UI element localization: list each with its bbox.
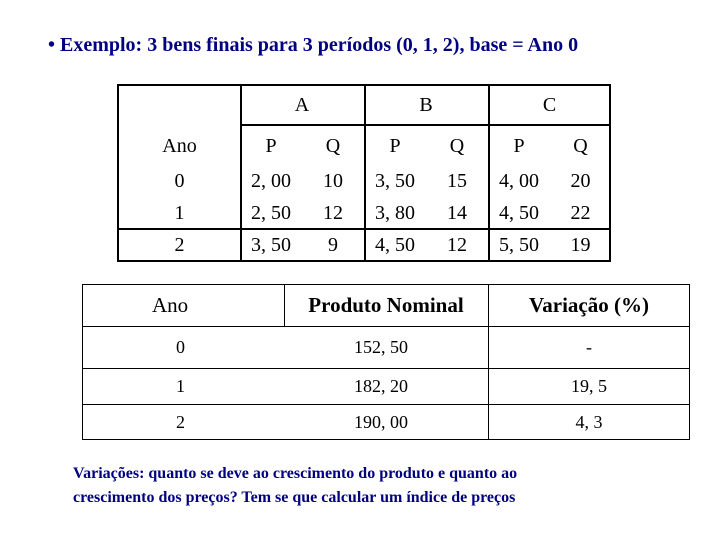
col-header-p: P <box>513 134 525 157</box>
row-variation: - <box>586 336 592 357</box>
good-header-b: B <box>419 93 433 116</box>
slide-title: • Exemplo: 3 bens finais para 3 períodos (0, 1, 2), base = Ano 0 <box>48 34 579 56</box>
row-year: 1 <box>174 201 185 224</box>
table-cell: 4, 00 <box>499 169 539 192</box>
col-header-q: Q <box>449 134 465 157</box>
row-year: 1 <box>176 375 185 396</box>
table-cell: 2, 00 <box>251 169 291 192</box>
table-cell: 4, 50 <box>375 233 415 256</box>
footer-line: crescimento dos preços? Tem se que calcular um índice de preços <box>73 489 516 506</box>
good-header-a: A <box>294 93 310 116</box>
header-year: Ano <box>152 292 189 317</box>
table-divider <box>284 284 285 326</box>
table-cell: 14 <box>447 201 467 224</box>
nominal-product-table <box>82 284 690 440</box>
table-cell: 9 <box>328 233 338 256</box>
table-cell: 2, 50 <box>251 201 291 224</box>
row-year: 0 <box>174 169 185 192</box>
table-cell: 15 <box>447 169 467 192</box>
year-header: Ano <box>162 134 197 157</box>
table-cell: 3, 50 <box>375 169 415 192</box>
table-cell: 4, 50 <box>499 201 539 224</box>
table-cell: 19 <box>570 233 591 256</box>
row-year: 2 <box>176 411 185 432</box>
table-cell: 5, 50 <box>499 233 539 256</box>
table-cell: 12 <box>447 233 467 256</box>
row-nominal: 182, 20 <box>354 375 408 396</box>
table-divider <box>240 124 609 126</box>
header-nominal-product: Produto Nominal <box>308 292 464 317</box>
footer-note <box>73 462 693 510</box>
table-cell: 10 <box>323 169 343 192</box>
header-variation: Variação (%) <box>529 292 649 317</box>
row-nominal: 152, 50 <box>354 336 408 357</box>
col-header-p: P <box>389 134 401 157</box>
row-year: 2 <box>174 233 185 256</box>
table-cell: 22 <box>570 201 591 224</box>
col-header-p: P <box>265 134 277 157</box>
row-variation: 4, 3 <box>575 411 603 432</box>
table-cell: 3, 50 <box>251 233 291 256</box>
row-year: 0 <box>176 336 185 357</box>
col-header-q: Q <box>325 134 341 157</box>
footer-line: Variações: quanto se deve ao crescimento do produto e quanto ao <box>73 465 518 482</box>
table-cell: 20 <box>570 169 591 192</box>
table-cell: 12 <box>323 201 343 224</box>
row-nominal: 190, 00 <box>354 411 408 432</box>
table-cell: 3, 80 <box>375 201 415 224</box>
col-header-q: Q <box>573 134 588 157</box>
price-quantity-table <box>117 84 611 262</box>
row-variation: 19, 5 <box>571 375 607 396</box>
good-header-c: C <box>542 93 557 116</box>
